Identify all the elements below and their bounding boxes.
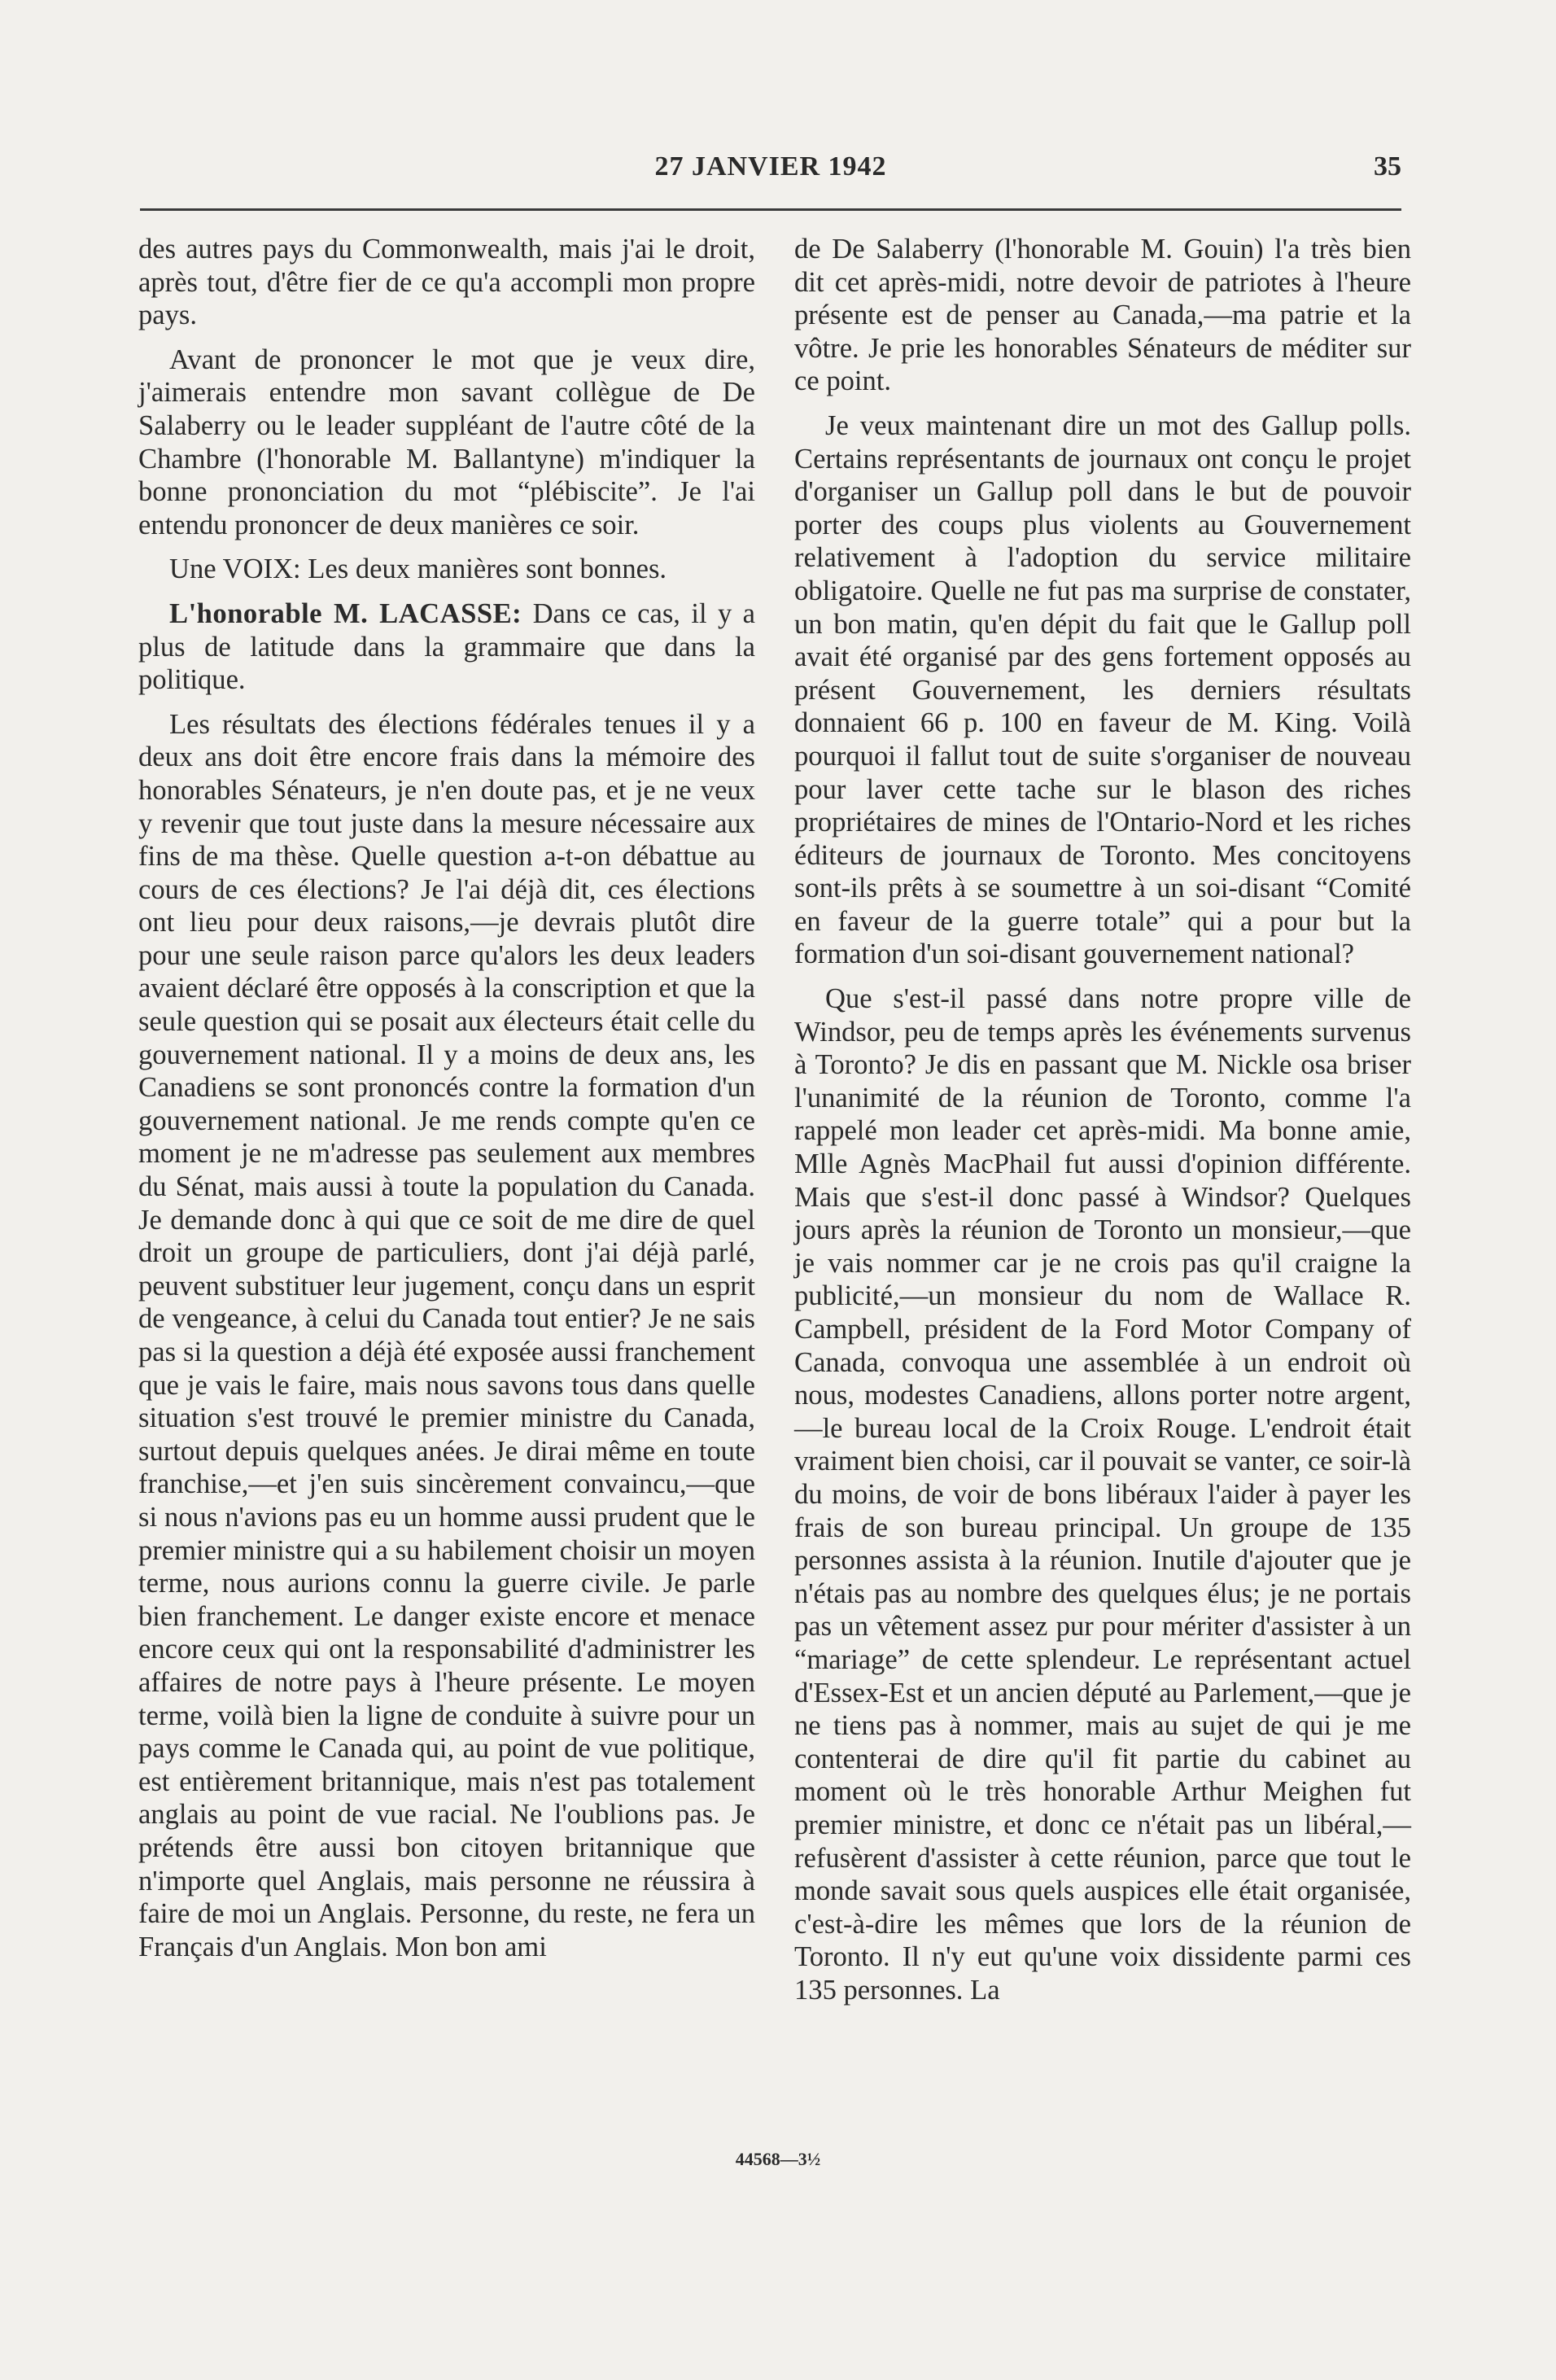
paragraph: des autres pays du Commonwealth, mais j'ai le droit, après tout, d'être fier de ce qu'a accompli mon propre pays. xyxy=(138,234,755,331)
speaker-name: L'honorable M. LACASSE: xyxy=(169,597,522,629)
header-rule xyxy=(140,208,1401,211)
paragraph: Les résultats des élections fédérales tenues il y a deux ans doit être encore frais dans la mémoire des honorables Sénateurs, je n'en doute pas, et je ne veux y revenir que tout juste dans la mesure nécessaire aux fins de ma thèse. Quelle question a-t-on débattue au cours de ces élections? Je l'ai déjà dit, ces élections ont lieu pour deux raisons,—je devrais plutôt dire pour une seule raison parce qu'alors les deux leaders avaient déclaré être opposés à la conscription et que la seule question qui se posait aux électeurs était celle du gouvernement national. Il y a moins de deux ans, les Canadiens se sont prononcés contre la formation d'un gouvernement national. Je me rends compte qu'en ce moment je ne m'adresse pas seulement aux membres du Sénat, mais aussi à toute la population du Canada. Je demande donc à qui que ce soit de me dire de quel droit un groupe de particuliers, dont j'ai déjà parlé, peuvent substituer leur jugement, conçu dans un esprit de vengeance, à celui du Canada tout entier? Je ne sais pas si la question a déjà été exposée aussi franchement que je vais le faire, mais nous savons tous dans quelle situation s'est trouvé le premier ministre du Canada, surtout depuis quelques anées. Je dirai même en toute franchise,—et j'en suis sincèrement convaincu,—que si nous n'avions pas eu un homme aussi prudent que le premier ministre qui a su habilement choisir un moyen terme, nous aurions connu la guerre civile. Je parle bien franchement. Le danger existe encore et menace encore ceux qui ont la responsabilité d'administrer les affaires de notre pays à l'heure présente. Le moyen terme, voilà bien la ligne de conduite à suivre pour un pays comme le Canada qui, au point de vue politique, est entièrement britannique, mais n'est pas totalement anglais au point de vue racial. Ne l'oublions pas. Je prétends être aussi bon citoyen britannique que n'importe quel Anglais, mais personne ne réussira à faire de moi un Anglais. Personne, du reste, ne fera un Français d'un Anglais. Mon bon ami xyxy=(138,708,755,1962)
paragraph: Que s'est-il passé dans notre propre ville de Windsor, peu de temps après les événements survenus à Toronto? Je dis en passant que M. Nickle osa briser l'unanimité de la réunion de Toronto, comme l'a rappelé mon leader cet après-midi. Ma bonne amie, Mlle Agnès MacPhail fut aussi d'opinion différente. Mais que s'est-il donc passé à Windsor? Quelques jours après la réunion de Toronto un monsieur,—que je vais nommer car je ne crois pas qu'il craigne la publicité,—un monsieur du nom de Wallace R. Campbell, président de la Ford Motor Company of Canada, convoqua une assemblée à un endroit où nous, modestes Canadiens, allons porter notre argent,—le bureau local de la Croix Rouge. L'endroit était vraiment bien choisi, car il pouvait se vanter, ce soir-là du moins, de voir de bons libéraux l'aider à payer les frais de son bureau principal. Un groupe de 135 personnes assista à la réunion. Inutile d'ajouter que je n'étais pas au nombre des quelques élus; je ne portais pas un vêtement assez pur pour mériter d'assister à un “mariage” de cette splendeur. Le représentant actuel d'Essex-Est et un ancien député au Parlement,—que je ne tiens pas à nommer, mais au sujet de qui je me contenterai de dire qu'il fit partie du cabinet au moment où le très honorable Arthur Meighen fut premier ministre, et donc ce n'était pas un libéral,—refusèrent d'assister à cette réunion, parce que tout le monde savait sous quels auspices elle était organisée, c'est-à-dire les mêmes que lors de la réunion de Toronto. Il n'y eut qu'une voix dissidente parmi ces 135 personnes. La xyxy=(794,983,1411,2006)
paragraph-text: Dans ce cas, il y a plus de latitude dans la grammaire que dans la politique. xyxy=(138,597,755,696)
paragraph: de De Salaberry (l'honorable M. Gouin) l'a très bien dit cet après-midi, notre devoir de patriotes à l'heure présente est de penser au Canada,—ma patrie et la vôtre. Je prie les honorables Sénateurs de méditer sur ce point. xyxy=(794,234,1411,397)
page-header xyxy=(140,151,1401,192)
page-number: 35 xyxy=(1374,151,1401,182)
paragraph: Avant de prononcer le mot que je veux dire, j'aimerais entendre mon savant collègue de De Salaberry ou le leader suppléant de l'autre côté de la Chambre (l'honorable M. Ballantyne) m'indiquer la bonne prononciation du mot “plébiscite”. Je l'ai entendu prononcer de deux manières ce soir. xyxy=(138,343,755,540)
footer-signature: 44568—3½ xyxy=(735,2149,821,2169)
left-column xyxy=(138,233,755,1975)
right-column xyxy=(794,233,1411,2018)
paragraph xyxy=(138,597,755,697)
header-date: 27 JANVIER 1942 xyxy=(654,151,887,182)
paragraph: Une VOIX: Les deux manières sont bonnes. xyxy=(169,553,667,585)
paragraph: Je veux maintenant dire un mot des Gallup polls. Certains représentants de journaux ont conçu le projet d'organiser un Gallup poll dans le but de pouvoir porter des coups plus violents au Gouvernement relativement à l'adoption du service militaire obligatoire. Quelle ne fut pas ma surprise de constater, un bon matin, qu'en dépit du fait que le Gallup poll avait été organisé par des gens fortement opposés au présent Gouvernement, les derniers résultats donnaient 66 p. 100 en faveur de M. King. Voilà pourquoi il fallut tout de suite s'organiser de nouveau pour laver cette tache sur le blason des riches propriétaires de mines de l'Ontario-Nord et les riches éditeurs de journaux de Toronto. Mes concitoyens sont-ils prêts à se soumettre à un soi-disant “Comité en faveur de la guerre totale” qui a pour but la formation d'un soi-disant gouvernement national? xyxy=(794,409,1411,970)
